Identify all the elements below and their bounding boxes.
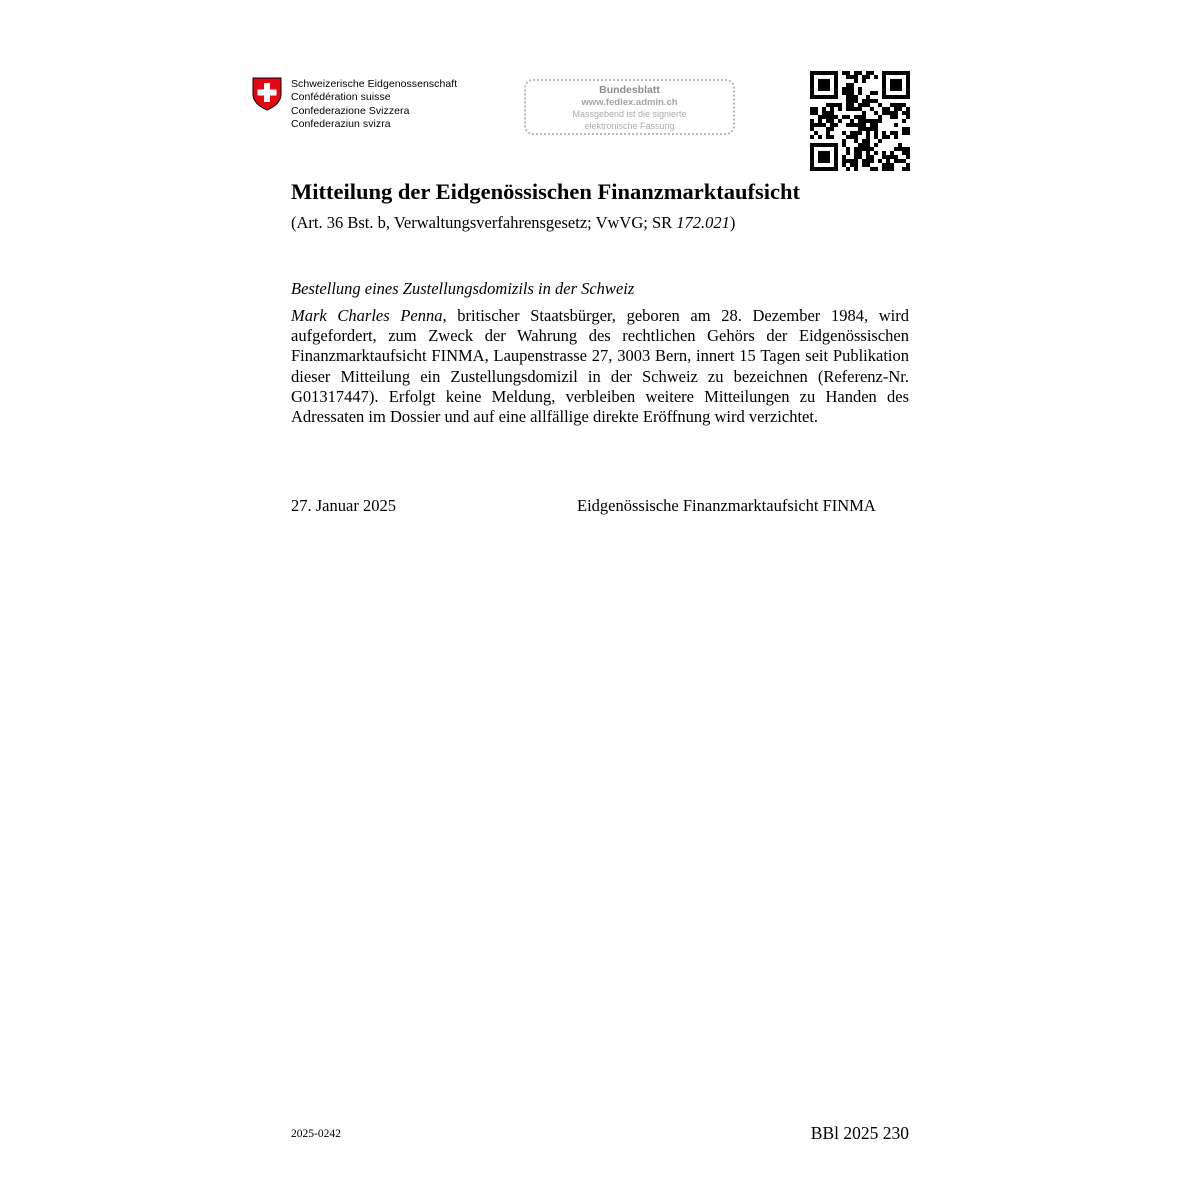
qr-code-icon — [810, 71, 910, 171]
addressee-name: Mark Charles Penna — [291, 306, 443, 325]
publication-date: 27. Januar 2025 — [291, 496, 396, 515]
stamp-url: www.fedlex.admin.ch — [581, 97, 678, 108]
body-text: , britischer Staatsbürger, geboren am 28. Dezember 1984, wird aufgefordert, zum Zweck der Wahrung des rechtlichen Gehörs der Eidgenössischen Finanzmarktaufsicht FINMA, Laupenstrasse 27, 3003 Bern, innert 15 Tagen seit Publikation dieser Mitteilung ein Zustellungsdomizil in der Schweiz zu bezeichnen (Referenz-Nr. G01317447). Erfolgt keine Meldung, verbleiben weitere Mitteilungen zu Handen des Adressaten im Dossier und auf eine allfällige direkte Eröffnung wird verzichtet. — [291, 306, 909, 427]
bundesblatt-stamp — [524, 79, 735, 135]
stamp-line-2: elektronische Fassung — [584, 120, 675, 131]
issuing-authority: Eidgenössische Finanzmarktaufsicht FINMA — [577, 496, 876, 515]
document-subtitle — [291, 213, 735, 233]
section-heading: Bestellung eines Zustellungsdomizils in der Schweiz — [291, 279, 635, 298]
stamp-title: Bundesblatt — [599, 84, 660, 96]
body-paragraph — [291, 306, 909, 427]
subtitle-prefix: (Art. 36 Bst. b, Verwaltungsverfahrensgesetz; VwVG; SR — [291, 213, 677, 232]
document-title: Mitteilung der Eidgenössischen Finanzmarktaufsicht — [291, 179, 800, 204]
confederation-name-fr: Confédération suisse — [291, 91, 391, 104]
confederation-name-rm: Confederaziun svizra — [291, 118, 391, 131]
subtitle-sr-reference: 172.021 — [676, 213, 730, 232]
document-number: 2025-0242 — [291, 1128, 341, 1140]
bbl-reference: BBl 2025 230 — [810, 1123, 909, 1143]
confederation-names — [291, 78, 457, 132]
swiss-cross-shield-icon — [252, 77, 282, 111]
confederation-name-it: Confederazione Svizzera — [291, 104, 410, 117]
confederation-name-de: Schweizerische Eidgenossenschaft — [291, 78, 458, 90]
subtitle-suffix: ) — [729, 213, 736, 232]
stamp-line-1: Massgebend ist die signierte — [572, 109, 687, 119]
